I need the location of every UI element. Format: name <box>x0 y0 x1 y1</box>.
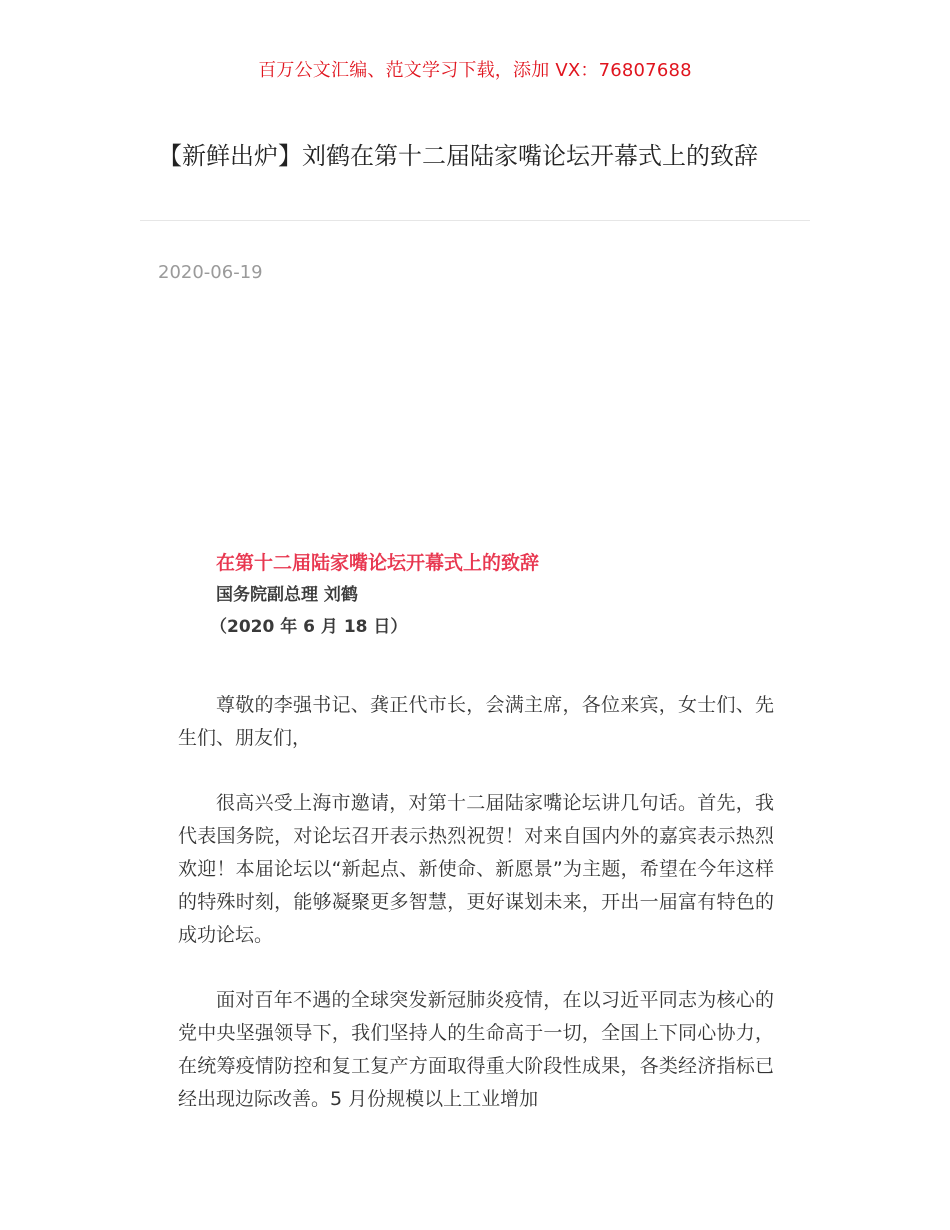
publish-date: 2020-06-19 <box>158 262 263 283</box>
speech-date: （2020 年 6 月 18 日） <box>210 617 408 637</box>
article-title: 【新鲜出炉】刘鹤在第十二届陆家嘴论坛开幕式上的致辞 <box>158 142 758 170</box>
speech-speaker: 国务院副总理 刘鹤 <box>216 585 358 605</box>
body-paragraph-1-block <box>178 689 774 755</box>
watermark-banner: 百万公文汇编、范文学习下载，添加 VX：76807688 <box>258 60 692 81</box>
body-paragraph: 很高兴受上海市邀请，对第十二届陆家嘴论坛讲几句话。首先，我代表国务院，对论坛召开表示热烈祝贺！对来自国内外的嘉宾表示热烈欢迎！本届论坛以“新起点、新使命、新愿景”为主题，希望在今年这样的特殊时刻，能够凝聚更多智慧，更好谋划未来，开出一届富有特色的成功论坛。 <box>178 792 774 946</box>
body-paragraph: 尊敬的李强书记、龚正代市长，会满主席，各位来宾，女士们、先生们、朋友们， <box>178 694 774 749</box>
body-paragraph-2-block <box>178 787 774 952</box>
body-paragraph: 面对百年不遇的全球突发新冠肺炎疫情，在以习近平同志为核心的党中央坚强领导下，我们坚持人的生命高于一切，全国上下同心协力，在统筹疫情防控和复工复产方面取得重大阶段性成果，各类经济指标已经出现边际改善。5 月份规模以上工业增加 <box>178 989 774 1110</box>
body-paragraph-3-block <box>178 984 774 1116</box>
speech-header <box>210 548 776 642</box>
speech-title: 在第十二届陆家嘴论坛开幕式上的致辞 <box>216 552 540 574</box>
title-divider <box>140 220 810 221</box>
